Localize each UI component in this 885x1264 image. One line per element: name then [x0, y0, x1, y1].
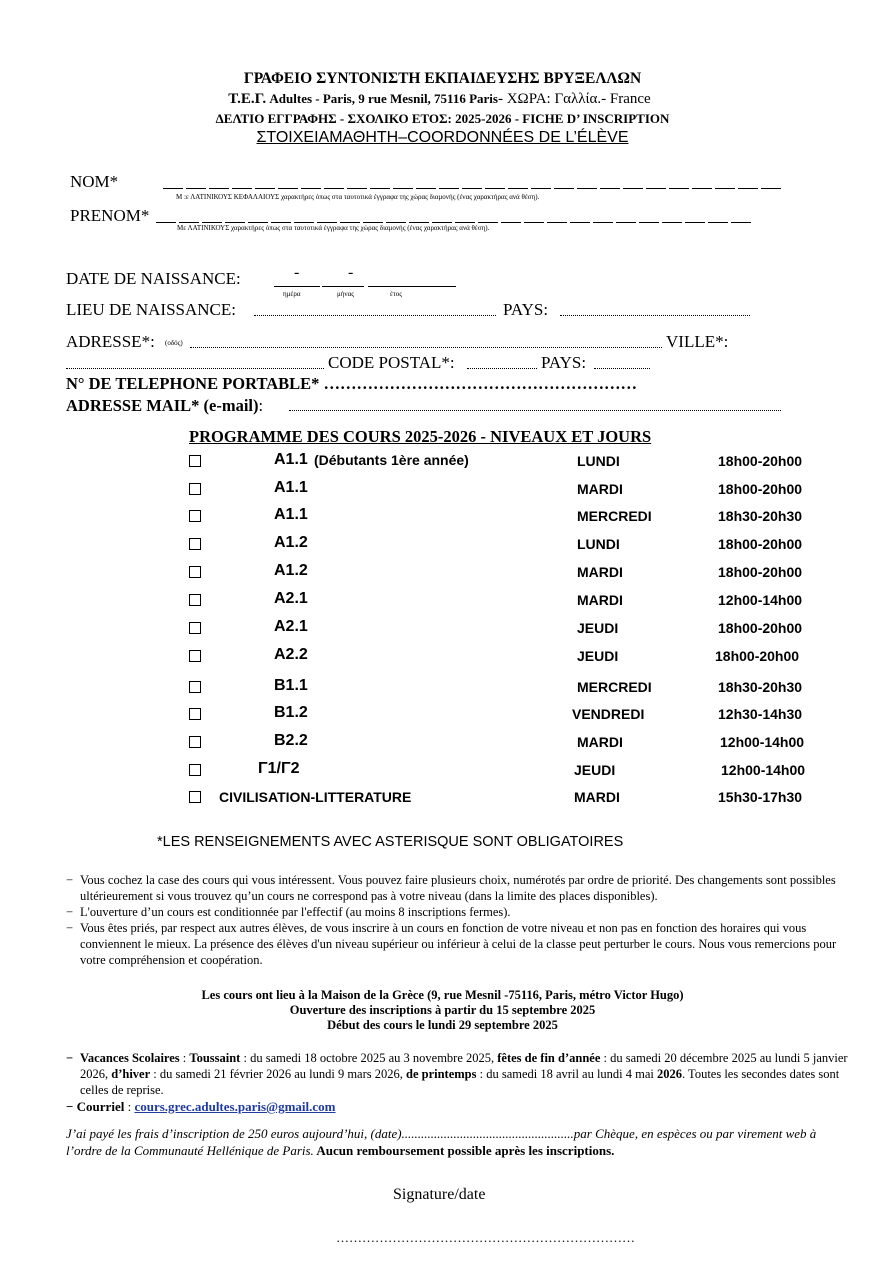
tel-label[interactable]: N° DE TELEPHONE PORTABLE* ………………………………………………… [66, 374, 638, 393]
info-registration: Ouverture des inscriptions à partir du 15 septembre 2025 [289, 1003, 596, 1017]
course-level: A2.2 [274, 646, 308, 663]
course-day: LUNDI [577, 536, 620, 552]
course-day: MARDI [577, 481, 623, 497]
ville-label: VILLE*: [666, 332, 729, 351]
course-day: JEUDI [574, 762, 616, 778]
course-level: A2.1 [274, 618, 308, 635]
char-slot[interactable] [623, 187, 643, 189]
course-extra: (Débutants 1ère année) [314, 452, 469, 468]
course-checkbox[interactable] [189, 538, 201, 550]
char-slot[interactable] [485, 187, 505, 189]
course-hours: 12h00-14h00 [721, 762, 806, 778]
nom-label: NOM* [70, 172, 119, 191]
char-slot[interactable] [301, 187, 321, 189]
pays2-label: PAYS: [541, 353, 587, 372]
bullet-3: − Vous êtes priés, par respect aux autres élèves, de vous inscrire à un cours en fonction de votre niveau et non pas en fonction des horaires qui vous conviennent le mieux. La présence des élèves d'un niveau supérieur ou inférieur à celui de la classe peut perturber le cours. Nous vous remercions pour votre compréhension et coopération. [66, 920, 851, 968]
course-level: CIVILISATION-LITTERATURE [219, 789, 412, 805]
course-checkbox[interactable] [189, 594, 201, 606]
char-slot[interactable] [278, 187, 298, 189]
adresse-hint: (οδός) [165, 339, 183, 347]
course-row [0, 646, 885, 668]
vacances: − Vacances Scolaires : Toussaint : du samedi 18 octobre 2025 au 3 novembre 2025, fêtes de fin d’année : du samedi 20 décembre 2025 au lundi 5 janvier 2026, d’hiver : du samedi 21 février 2026 au lundi 9 mars 2026, de printemps : du samedi 18 avril au lundi 4 mai 2026. Toutes les secondes dates sont celles de reprise. [66, 1051, 848, 1097]
dob-year-field[interactable] [368, 270, 456, 287]
hiver-text: : du samedi 21 février 2026 au lundi 9 mars 2026, [150, 1067, 406, 1081]
course-level: A2.1 [274, 590, 308, 607]
char-slot[interactable] [646, 187, 666, 189]
course-hours: 18h00-20h00 [718, 620, 803, 636]
char-slot[interactable] [478, 221, 498, 223]
hiver-label: d’hiver [111, 1067, 151, 1081]
info-location: Les cours ont lieu à la Maison de la Grèce (9, rue Mesnil -75116, Paris, métro Victor Hugo) [201, 988, 684, 1002]
course-checkbox[interactable] [189, 566, 201, 578]
char-slot[interactable] [324, 187, 344, 189]
course-row [0, 590, 885, 612]
course-row [0, 760, 885, 782]
course-checkbox[interactable] [189, 455, 201, 467]
bullet-2: − L'ouverture d’un cours est conditionnée par l'effectif (au moins 8 inscriptions fermes). [66, 904, 851, 920]
course-day: MERCREDI [577, 508, 652, 524]
prenom-hint: Με ΛΑΤΙΝΙΚΟΥΣ χαρακτήρες όπως στα ταυτοτικά έγγραφα της χώρας διαμονής (ένας χαρακτήρας ανά θέση). [177, 224, 490, 232]
char-slot[interactable] [508, 187, 528, 189]
toussaint-label: Toussaint [189, 1051, 241, 1065]
char-slot[interactable] [462, 187, 482, 189]
pays-field[interactable] [560, 314, 750, 316]
course-level: A1.1 [274, 506, 308, 523]
char-slot[interactable] [639, 221, 659, 223]
course-hours: 18h00-20h00 [718, 453, 803, 469]
payment-org: Communauté Hellénique de Paris. [134, 1143, 314, 1158]
courriel-sep: : [124, 1099, 135, 1114]
course-hours: 18h30-20h30 [718, 679, 803, 695]
courriel-email-link[interactable]: cours.grec.adultes.paris@gmail.com [134, 1099, 336, 1114]
char-slot[interactable] [439, 187, 459, 189]
char-slot[interactable] [416, 187, 436, 189]
course-checkbox[interactable] [189, 736, 201, 748]
payment-refund-note: Aucun remboursement possible après les inscriptions. [313, 1143, 615, 1158]
mail-label-text: ADRESSE MAIL* (e-mail) [66, 396, 259, 415]
header-address [0, 91, 885, 108]
char-slot[interactable] [662, 221, 682, 223]
course-day: MERCREDI [577, 679, 652, 695]
courriel-label: Courriel [76, 1099, 125, 1114]
course-level: B1.2 [274, 704, 308, 721]
cp-field[interactable] [467, 367, 537, 369]
char-slot[interactable] [347, 187, 367, 189]
dob-month-hint: μήνας [337, 290, 355, 298]
header-section-title: ΣΤΟΙΧΕΙΑΜΑΘΗΤΗ–COORDONNÉES DE L’ÉLÈVE [256, 129, 629, 146]
char-slot[interactable] [455, 221, 475, 223]
signature-label: Signature/date [393, 1186, 486, 1203]
course-checkbox[interactable] [189, 622, 201, 634]
course-day: JEUDI [577, 620, 619, 636]
char-slot[interactable] [248, 221, 268, 223]
char-slot[interactable] [209, 187, 229, 189]
bullet-1-text: Vous cochez la case des cours qui vous intéressent. Vous pouvez faire plusieurs choix, numérotés par ordre de priorité. Des changements sont possibles ultérieurement si vous trouvez qu’un cours ne correspond pas à votre niveau (dans la limite des places disponibles). [80, 873, 836, 903]
course-checkbox[interactable] [189, 708, 201, 720]
lieu-label: LIEU DE NAISSANCE: [66, 300, 236, 319]
info-start: Début des cours le lundi 29 septembre 2025 [327, 1018, 558, 1032]
course-level: A1.1 [274, 451, 308, 468]
mail-label [66, 396, 263, 416]
course-level: A1.1 [274, 479, 308, 496]
nom-hint: Μ :ε ΛΑΤΙΝΙΚΟΥΣ ΚΕΦΑΛΑΙΟΥΣ χαρακτήρες όπως στα ταυτοτικά έγγραφα της χώρας διαμονής (ένας χαρακτήρας ανά θέση). [176, 193, 540, 201]
lieu-field[interactable] [254, 314, 496, 316]
char-slot[interactable] [432, 221, 452, 223]
char-slot[interactable] [531, 187, 551, 189]
fetes-label: fêtes de fin d’année [497, 1051, 601, 1065]
course-hours: 15h30-17h30 [718, 789, 803, 805]
payment-statement [66, 1125, 846, 1159]
course-level: A1.2 [274, 534, 308, 551]
dob-day-hint: ημέρα [283, 290, 301, 298]
char-slot[interactable] [731, 221, 751, 223]
header-country: - ΧΩΡΑ: Γαλλία.- France [497, 91, 651, 107]
char-slot[interactable] [363, 221, 383, 223]
char-slot[interactable] [179, 221, 199, 223]
dob-month-field[interactable]: - [322, 270, 364, 287]
pays-label: PAYS: [503, 300, 549, 319]
char-slot[interactable] [232, 187, 252, 189]
char-slot[interactable] [669, 187, 689, 189]
header-form-title: ΔΕΛΤΙΟ ΕΓΓΡΑΦΗΣ - ΣΧΟΛΙΚΟ ΕΤΟΣ: 2025-2026 - FICHE D’ INSCRIPTION [215, 111, 670, 126]
course-day: JEUDI [577, 648, 619, 664]
char-slot[interactable] [370, 187, 390, 189]
course-level: Γ1/Γ2 [258, 760, 300, 777]
course-level: B1.1 [274, 677, 308, 694]
course-row [0, 506, 885, 528]
char-slot[interactable] [202, 221, 222, 223]
printemps-label: de printemps [406, 1067, 477, 1081]
course-day: VENDREDI [572, 706, 645, 722]
char-slot[interactable] [685, 221, 705, 223]
char-slot[interactable] [271, 221, 291, 223]
char-slot[interactable] [715, 187, 735, 189]
printemps-year: 2026 [657, 1067, 683, 1081]
fetes-text: : du samedi 20 décembre 2025 au lundi 5 janvier 2026, [80, 1051, 848, 1081]
char-slot[interactable] [761, 187, 781, 189]
course-row [0, 704, 885, 726]
char-slot[interactable] [692, 187, 712, 189]
char-slot[interactable] [409, 221, 429, 223]
required-note: *LES RENSEIGNEMENTS AVEC ASTERISQUE SONT OBLIGATOIRES [157, 834, 624, 850]
header-address-text: Adultes - Paris, 9 rue Mesnil, 75116 Paris [266, 91, 498, 106]
adresse-label: ADRESSE*: [66, 332, 155, 351]
adresse-field[interactable] [190, 346, 662, 348]
printemps-text: : du samedi 18 avril au lundi 4 mai [476, 1067, 658, 1081]
bullet-2-text: L'ouverture d’un cours est conditionnée par l'effectif (au moins 8 inscriptions fermes). [80, 905, 511, 919]
course-checkbox[interactable] [189, 510, 201, 522]
char-slot[interactable] [554, 187, 574, 189]
course-hours: 12h00-14h00 [718, 592, 803, 608]
course-row [0, 618, 885, 640]
course-day: MARDI [577, 592, 623, 608]
course-level: B2.2 [274, 732, 308, 749]
char-slot[interactable] [317, 221, 337, 223]
vacances-label: Vacances Scolaires [80, 1051, 180, 1065]
course-hours: 18h00-20h00 [718, 481, 803, 497]
dob-day-field[interactable]: - [274, 270, 320, 287]
header-teg: Τ.Ε.Γ. [228, 91, 267, 107]
char-slot[interactable] [225, 221, 245, 223]
course-day: MARDI [574, 789, 620, 805]
dob-year-hint: έτος [390, 290, 403, 298]
char-slot[interactable] [294, 221, 314, 223]
char-slot[interactable] [386, 221, 406, 223]
char-slot[interactable] [524, 221, 544, 223]
ville-field[interactable] [66, 367, 324, 369]
char-slot[interactable] [616, 221, 636, 223]
course-day: MARDI [577, 734, 623, 750]
course-level: A1.2 [274, 562, 308, 579]
course-hours: 18h30-20h30 [718, 508, 803, 524]
course-day: MARDI [577, 564, 623, 580]
nom-field[interactable] [163, 176, 784, 194]
signature-line[interactable]: …………………………………………………………… [336, 1230, 635, 1245]
course-row [0, 479, 885, 501]
char-slot[interactable] [593, 221, 613, 223]
char-slot[interactable] [255, 187, 275, 189]
course-checkbox[interactable] [189, 764, 201, 776]
toussaint-text: : du samedi 18 octobre 2025 au 3 novembre 2025, [240, 1051, 498, 1065]
char-slot[interactable] [708, 221, 728, 223]
course-checkbox[interactable] [189, 483, 201, 495]
char-slot[interactable] [577, 187, 597, 189]
course-row [0, 677, 885, 699]
char-slot[interactable] [570, 221, 590, 223]
course-hours: 18h00-20h00 [718, 536, 803, 552]
char-slot[interactable] [186, 187, 206, 189]
course-hours: 18h00-20h00 [715, 648, 800, 664]
pays2-field[interactable] [594, 367, 650, 369]
char-slot[interactable] [156, 221, 176, 223]
course-row [0, 534, 885, 556]
header-title: ΓΡΑΦΕΙΟ ΣΥΝΤΟΝΙΣΤΗ ΕΚΠΑΙΔΕΥΣΗΣ ΒΡΥΞΕΛΛΩΝ [243, 70, 642, 87]
bullet-1: − Vous cochez la case des cours qui vous intéressent. Vous pouvez faire plusieurs choix, numérotés par ordre de priorité. Des changements sont possibles ultérieurement si vous trouvez qu’un cours ne correspond pas à votre niveau (dans la limite des places disponibles). [66, 872, 851, 904]
course-checkbox[interactable] [189, 681, 201, 693]
mail-label-colon: : [258, 396, 264, 415]
course-row [0, 787, 885, 809]
course-checkbox[interactable] [189, 791, 201, 803]
char-slot[interactable] [600, 187, 620, 189]
dob-label: DATE DE NAISSANCE: [66, 269, 241, 288]
vacances-end: . Toutes les secondes dates sont celles de reprise. [80, 1067, 840, 1097]
char-slot[interactable] [547, 221, 567, 223]
programme-title: PROGRAMME DES COURS 2025-2026 - NIVEAUX ET JOURS [189, 427, 652, 446]
course-day: LUNDI [577, 453, 620, 469]
course-row [0, 451, 885, 473]
cp-label: CODE POSTAL*: [328, 353, 455, 372]
char-slot[interactable] [163, 187, 183, 189]
course-hours: 18h00-20h00 [718, 564, 803, 580]
courriel: − Courriel : cours.grec.adultes.paris@gmail.com [66, 1099, 336, 1114]
course-row [0, 732, 885, 754]
char-slot[interactable] [738, 187, 758, 189]
course-checkbox[interactable] [189, 650, 201, 662]
course-row [0, 562, 885, 584]
char-slot[interactable] [501, 221, 521, 223]
course-hours: 12h30-14h30 [718, 706, 803, 722]
char-slot[interactable] [340, 221, 360, 223]
char-slot[interactable] [393, 187, 413, 189]
prenom-label: PRENOM* [70, 206, 150, 225]
payment-text: J’ai payé les frais d’inscription de 250 euros aujourd’hui, (date).....................................................par Chèque, en espèces ou par virement web à l’ordre de la [66, 1126, 817, 1158]
mail-field[interactable] [289, 409, 781, 411]
course-hours: 12h00-14h00 [720, 734, 805, 750]
bullet-3-text: Vous êtes priés, par respect aux autres élèves, de vous inscrire à un cours en fonction de votre niveau et non pas en fonction des horaires qui vous conviennent le mieux. La présence des élèves d'un niveau supérieur ou inférieur à celui de la classe peut perturber le cours. Nous vous remercions pour votre compréhension et coopération. [80, 921, 837, 967]
